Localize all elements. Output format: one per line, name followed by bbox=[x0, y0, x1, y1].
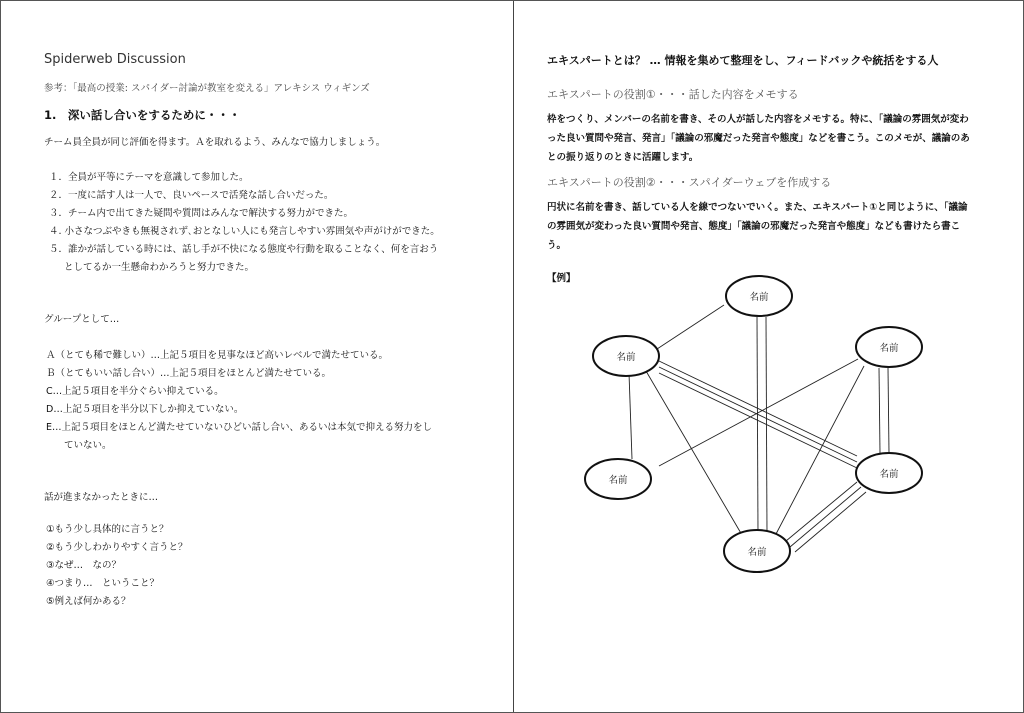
role2-body: 円状に名前を書き、話している人を線でつないでいく。また、エキスパート①と同じように、「議論の雰囲気が変わった良い質問や発言、態度」「議論の邪魔だった発言や態度」なども書けたら書こう。 bbox=[547, 202, 968, 251]
connection-lines bbox=[629, 305, 889, 552]
criteria-item: １．全員が平等にテーマを意識して参加した。 bbox=[49, 172, 249, 183]
connection-line bbox=[629, 373, 632, 459]
grade-item: Ａ（とても稀で難しい）…上記５項目を見事なほど高いレベルで満たせている。 bbox=[46, 350, 389, 361]
role2-title: エキスパートの役割②・・・スパイダーウェブを作成する bbox=[547, 176, 832, 189]
connection-line bbox=[757, 317, 758, 533]
role1-body: 枠をつくり、メンバーの名前を書き、その人が話した内容をメモする。特に、「議論の雰囲気が変わった良い質問や発言、発言」「議論の邪魔だった発言や態度」などを書こう。このメモが、議論のあとの振り返りのときに活躍します。 bbox=[547, 114, 970, 163]
section-heading: 1. 深い話し合いをするために・・・ bbox=[44, 108, 241, 122]
stuck-heading: 話が進まなかったときに… bbox=[44, 492, 159, 503]
prompt-item: ④つまり… ということ？ bbox=[46, 578, 160, 589]
role1-title: エキスパートの役割①・・・話した内容をメモする bbox=[547, 88, 799, 101]
criteria-item: ２．一度に話す人は一人で、良いペースで活発な話し合いだった。 bbox=[49, 190, 334, 201]
connection-line bbox=[646, 371, 742, 535]
prompt-item: ②もう少しわかりやすく言うと？ bbox=[46, 542, 188, 553]
node-label: 名前 bbox=[616, 352, 636, 363]
right-page bbox=[514, 1, 1023, 712]
spiderweb-diagram bbox=[514, 1, 1023, 712]
criteria-item: ３．チーム内で出てきた疑問や質問はみんなで解決する努力ができた。 bbox=[49, 208, 354, 219]
node-top bbox=[726, 276, 792, 316]
node-label: 名前 bbox=[747, 547, 767, 558]
criteria-item: ５．誰かが話している時には、話し手が不快になる態度や行動を取ることなく、何を言おう bbox=[49, 244, 439, 255]
grade-item: D…上記５項目を半分以下しか抑えていない。 bbox=[46, 404, 244, 415]
node-label: 名前 bbox=[608, 475, 628, 486]
node-label: 名前 bbox=[879, 343, 899, 354]
node-bottom bbox=[724, 530, 790, 572]
connection-line bbox=[888, 368, 889, 453]
example-label: 【例】 bbox=[547, 273, 576, 284]
prompt-item: ⑤例えば何かある？ bbox=[46, 596, 131, 607]
connection-line bbox=[795, 492, 866, 552]
node-left-lower bbox=[585, 459, 651, 499]
grade-item-continued: ていない。 bbox=[64, 440, 112, 451]
node-left-upper bbox=[593, 336, 659, 376]
group-heading: グループとして… bbox=[44, 314, 120, 325]
expert-heading: エキスパートとは？ … 情報を集めて整理をし、フィードバックや統括をする人 bbox=[547, 54, 939, 67]
prompt-item: ③なぜ… なの？ bbox=[46, 560, 122, 571]
connection-line bbox=[879, 368, 880, 453]
connection-line bbox=[786, 482, 857, 541]
connection-line bbox=[790, 487, 861, 547]
grade-item: E…上記５項目をほとんど満たせていないひどい話し合い、あるいは本気で抑える努力をし bbox=[46, 422, 433, 433]
connection-line bbox=[654, 305, 724, 351]
left-page bbox=[1, 1, 513, 712]
reference-line: 参考：「最高の授業: スパイダー討論が教室を変える」アレキシス ウィギンズ bbox=[44, 83, 370, 94]
criteria-item-continued: としてるか一生懸命わかろうと努力できた。 bbox=[64, 262, 255, 273]
connection-line bbox=[776, 366, 864, 534]
intro-text: チーム員全員が同じ評価を得ます。Ａを取れるよう、みんなで協力しましょう。 bbox=[44, 137, 386, 148]
grade-item: C…上記５項目を半分ぐらい抑えている。 bbox=[46, 386, 224, 397]
node-right-upper bbox=[856, 327, 922, 367]
grade-item: Ｂ（とてもいい話し合い）…上記５項目をほとんど満たせている。 bbox=[46, 368, 332, 379]
criteria-item: ４. 小さなつぶやきも無視されず､おとなしい人にも発言しやすい雰囲気や声がけができた。 bbox=[49, 226, 440, 237]
prompt-item: ①もう少し具体的に言うと？ bbox=[46, 524, 169, 535]
node-label: 名前 bbox=[879, 469, 899, 480]
node-right-lower bbox=[856, 453, 922, 493]
node-label: 名前 bbox=[749, 292, 769, 303]
doc-title: Spiderweb Discussion bbox=[44, 52, 186, 67]
